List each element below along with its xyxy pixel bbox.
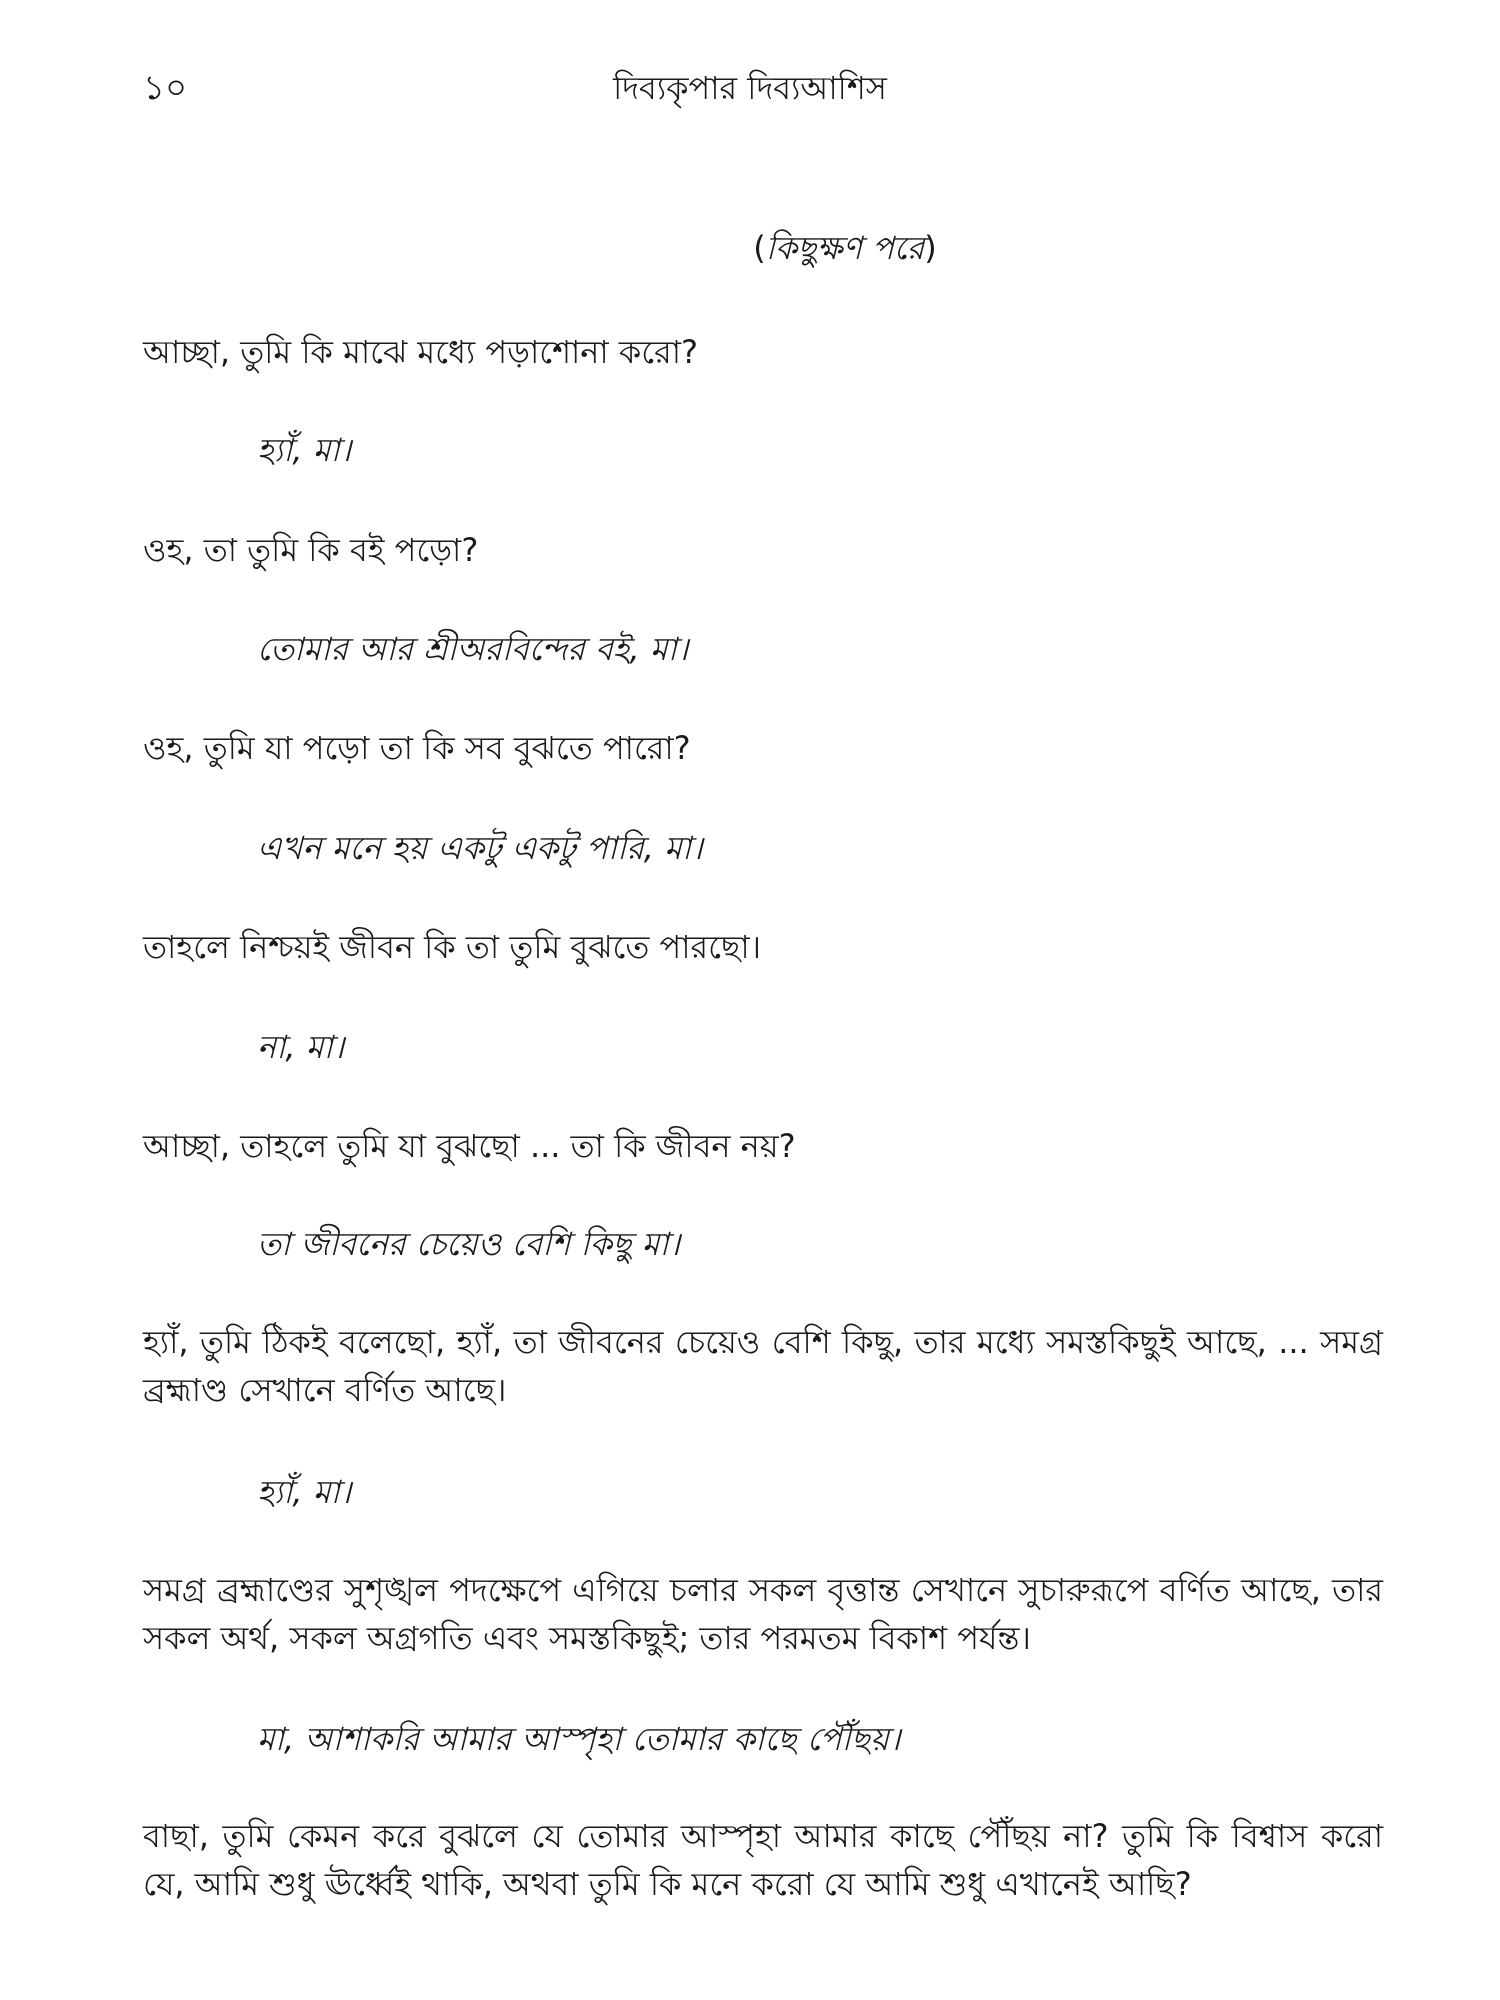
dialogue-answer: তোমার আর শ্রীঅরবিন্দের বই, মা। [257, 630, 689, 668]
dialogue-answer: মা, আশাকরি আমার আস্পৃহা তোমার কাছে পৌঁছয়। [257, 1720, 901, 1758]
dialogue-question: তাহলে নিশ্চয়ই জীবন কি তা তুমি বুঝতে পারছো। [143, 928, 762, 966]
dialogue-question: হ্যাঁ, তুমি ঠিকই বলেছো, হ্যাঁ, তা জীবনের চেয়েও বেশি কিছু, তার মধ্যে সমস্তকিছুই আছে, ... সমগ্র ব্রহ্মাণ্ড সেখানে বর্ণিত আছে। [143, 1323, 1383, 1409]
dialogue-question: ওহ, তা তুমি কি বই পড়ো? [143, 531, 479, 569]
dialogue-answer: হ্যাঁ, মা। [257, 431, 352, 469]
stage-direction-text: কিছুক্ষণ পরে [765, 229, 925, 267]
dialogue-answer: হ্যাঁ, মা। [257, 1473, 352, 1511]
dialogue-question: সমগ্র ব্রহ্মাণ্ডের সুশৃঙ্খল পদক্ষেপে এগিয়ে চলার সকল বৃত্তান্ত সেখানে সুচারুরূপে বর্ণিত আছে, তার সকল অর্থ, সকল অগ্রগতি এবং সমস্তকিছুই; তার পরমতম বিকাশ পর্যন্ত। [143, 1571, 1383, 1657]
dialogue-answer: না, মা। [257, 1028, 345, 1066]
page-number: ১০ [143, 68, 188, 108]
dialogue-answer: তা জীবনের চেয়েও বেশি কিছু মা। [257, 1225, 681, 1263]
dialogue-question: আচ্ছা, তুমি কি মাঝে মধ্যে পড়াশোনা করো? [143, 333, 698, 371]
stage-direction-open-paren: ( [753, 229, 766, 267]
stage-direction-close-paren: ) [924, 229, 937, 267]
dialogue-answer: এখন মনে হয় একটু একটু পারি, মা। [257, 829, 703, 867]
dialogue-question: আচ্ছা, তাহলে তুমি যা বুঝছো ... তা কি জীবন নয়? [143, 1127, 796, 1165]
running-title: দিব্যকৃপার দিব্যআশিস [613, 69, 887, 107]
dialogue-question: ওহ, তুমি যা পড়ো তা কি সব বুঝতে পারো? [143, 729, 691, 767]
dialogue-question: বাছা, তুমি কেমন করে বুঝলে যে তোমার আস্পৃহা আমার কাছে পৌঁছয় না? তুমি কি বিশ্বাস করো যে, আমি শুধু ঊর্ধ্বেই থাকি, অথবা তুমি কি মনে করো যে আমি শুধু এখানেই আছি? [143, 1817, 1383, 1903]
